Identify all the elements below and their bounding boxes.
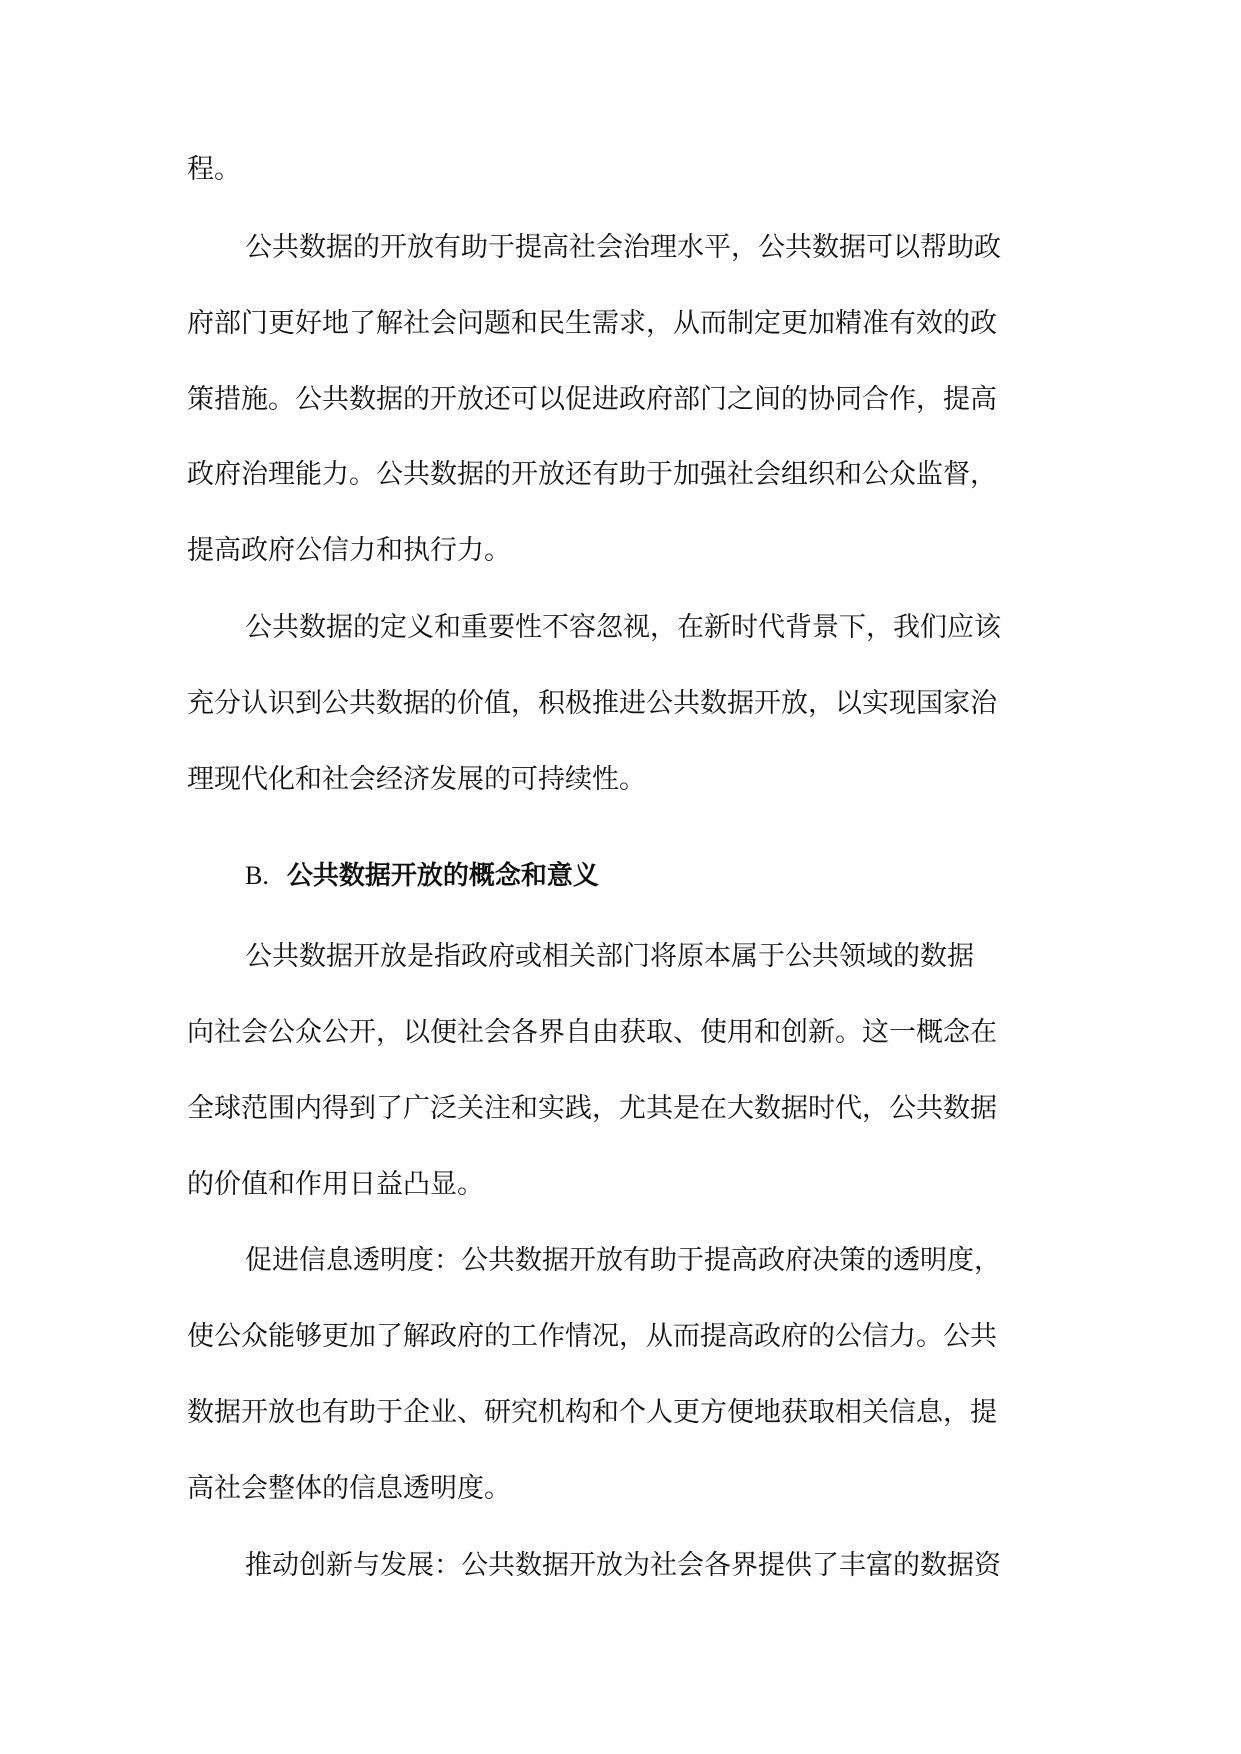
paragraph-line: 的价值和作用日益凸显。 [187,1169,484,1200]
section-heading [245,856,599,896]
paragraph-line: 向社会公众公开，以便社会各界自由获取、使用和创新。这一概念在 [187,1017,997,1048]
paragraph-line: 充分认识到公共数据的价值，积极推进公共数据开放，以实现国家治 [187,688,997,719]
paragraph-line: 理现代化和社会经济发展的可持续性。 [187,764,646,795]
paragraph-line: 促进信息透明度：公共数据开放有助于提高政府决策的透明度， [245,1245,1001,1276]
section-title: 公共数据开放的概念和意义 [286,861,599,891]
paragraph-line: 提高政府公信力和执行力。 [187,535,511,566]
paragraph-line: 府部门更好地了解社会问题和民生需求，从而制定更加精准有效的政 [187,308,997,339]
paragraph-line: 程。 [187,154,241,185]
section-number: B. [245,861,269,890]
paragraph-line: 推动创新与发展：公共数据开放为社会各界提供了丰富的数据资 [245,1550,1001,1581]
paragraph-line: 公共数据开放是指政府或相关部门将原本属于公共领域的数据 [245,941,974,972]
paragraph-line: 数据开放也有助于企业、研究机构和个人更方便地获取相关信息，提 [187,1397,997,1428]
paragraph-line: 政府治理能力。公共数据的开放还有助于加强社会组织和公众监督， [187,459,997,490]
paragraph-line: 公共数据的开放有助于提高社会治理水平，公共数据可以帮助政 [245,232,1001,263]
paragraph-line: 使公众能够更加了解政府的工作情况，从而提高政府的公信力。公共 [187,1321,997,1352]
paragraph-line: 策措施。公共数据的开放还可以促进政府部门之间的协同合作，提高 [187,384,997,415]
paragraph-line: 公共数据的定义和重要性不容忽视，在新时代背景下，我们应该 [245,612,1001,643]
paragraph-line: 高社会整体的信息透明度。 [187,1473,511,1504]
paragraph-line: 全球范围内得到了广泛关注和实践，尤其是在大数据时代，公共数据 [187,1093,997,1124]
